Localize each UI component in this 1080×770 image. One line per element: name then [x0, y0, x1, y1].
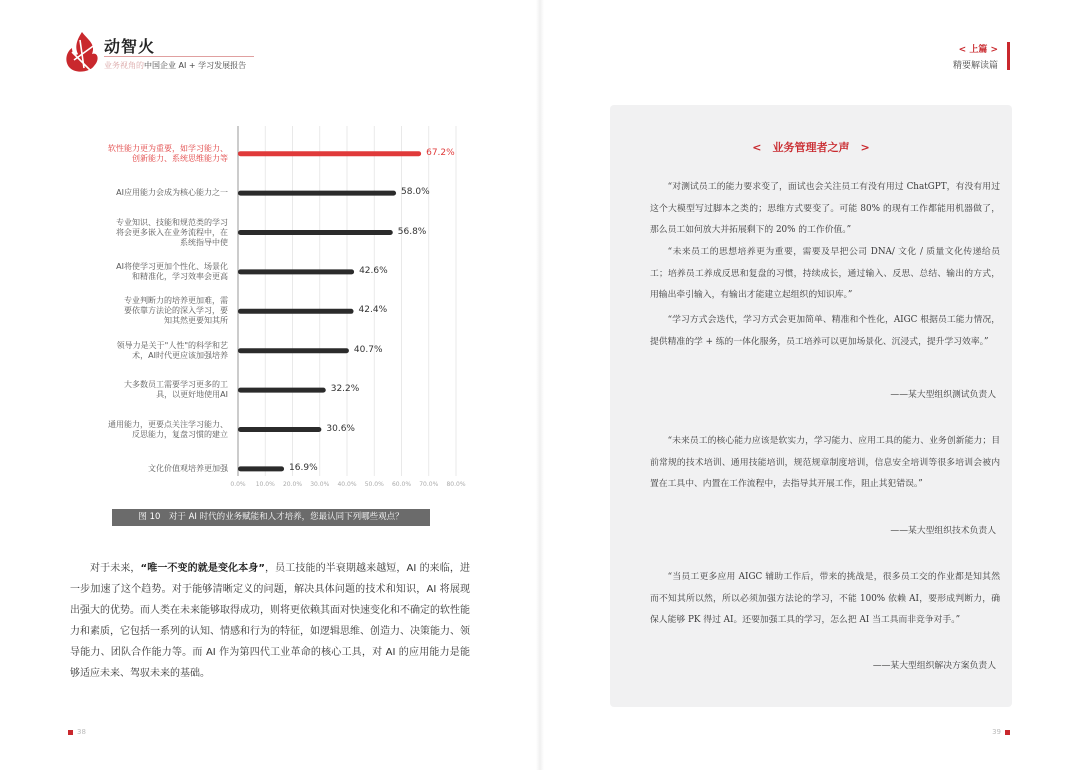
report-subtitle-faint: 业务视角的 [104, 61, 144, 70]
category-label-line: 将会更多嵌入在业务流程中，在 [116, 227, 228, 237]
category-label-line: 具，以更好地使用AI [156, 390, 228, 400]
category-label-line: 通用能力，更要点关注学习能力、 [108, 419, 228, 429]
report-subtitle [104, 60, 246, 71]
category-label-line: 要依靠方法论的深入学习，要 [124, 306, 228, 316]
category-label [74, 464, 228, 474]
category-label-line: 大多数员工需要学习更多的工 [124, 380, 228, 390]
bar-value-label: 30.6% [326, 423, 355, 434]
category-label-line: 软性能力更为重要，如学习能力、 [108, 143, 228, 153]
chart-bar [238, 309, 354, 314]
category-label-line: 术，AI时代更应该加强培养 [132, 350, 228, 360]
bar-value-label: 42.6% [359, 265, 388, 276]
category-label-line: AI将使学习更加个性化、场景化 [116, 261, 228, 271]
quote-4 [650, 431, 1000, 496]
section-header [953, 42, 998, 71]
bar-value-label: 16.9% [289, 462, 318, 473]
quote-2 [650, 242, 1000, 307]
quote-5 [650, 567, 1000, 632]
x-tick-label: 60.0% [391, 481, 412, 488]
bar-chart [74, 126, 474, 496]
category-label-line: 专业判断力的培养更加难，需 [124, 296, 228, 306]
quotes-panel [610, 105, 1012, 707]
quote-4-text: “未来员工的核心能力应该是软实力，学习能力、应用工具的能力、业务创新能力；目前常规的技术培训、通用技能培训，规范规章制度培训，信息安全培训等很多培训会被内置在工具中、内置在工作流程中，去指导其开展工作，阻止其犯错误。” [650, 436, 1000, 490]
report-subtitle-main: 中国企业 AI + 学习发展报告 [144, 61, 247, 70]
x-tick-label: 30.0% [310, 481, 330, 488]
quote-3-text: “学习方式会迭代，学习方式会更加简单、精准和个性化，AIGC 根据员工能力情况，提供精准的学 + 练的一体化服务，员工培养可以更加场景化、沉浸式，提升学习效率。” [650, 315, 1000, 347]
category-label-line: 创新能力、系统思维能力等 [132, 153, 228, 163]
quote-3 [650, 310, 1000, 353]
chart-bar [238, 348, 349, 353]
category-label [74, 420, 228, 440]
page-number-right: 39 [992, 728, 1010, 736]
page-number-left: 38 [68, 728, 86, 736]
chart-bar [238, 269, 354, 274]
category-label [74, 341, 228, 361]
body-text-bold: “唯一不变的就是变化本身” [140, 563, 265, 574]
chart-bar [238, 230, 393, 235]
attribution-1: ——某大型组织测试负责人 [890, 390, 996, 400]
quote-1-text: “对测试员工的能力要求变了，面试也会关注员工有没有用过 ChatGPT，有没有用过这个大模型写过脚本之类的；思维方式要变了。可能 80% 的现有工作都能用机器做了，那么员工如何放大并拓展剩下的 20% 的工作价值。” [650, 182, 1000, 236]
chart-bar [238, 388, 326, 393]
quote-5-text: “当员工更多应用 AIGC 辅助工作后，带来的挑战是，很多员工交的作业都是知其然而不知其所以然，所以必须加强方法论的学习，不能 100% 依赖 AI，要形成判断力，确保人能够 PK 得过 AI。还要加强工具的学习，怎么把 AI 当工具而非竞争对手。” [650, 572, 1000, 626]
section-tag: < 上篇 > [958, 45, 998, 55]
category-label-line: AI应用能力会成为核心能力之一 [116, 188, 228, 198]
quote-2-text: “未来员工的思想培养更为重要，需要及早把公司 DNA/ 文化 / 质量文化传递给员工；培养员工养成反思和复盘的习惯，持续成长，通过输入、反思、总结、输出的方式，用输出牵引输入，有输出才能建立起组织的知识库。” [650, 247, 1000, 301]
category-label-line: 系统指导中使 [180, 237, 228, 247]
section-accent-bar [1007, 42, 1010, 70]
bar-value-label: 32.2% [330, 384, 360, 395]
x-tick-label: 80.0% [446, 481, 466, 488]
chart-bar [238, 191, 396, 196]
category-label-line: 文化价值观培养更加强 [148, 463, 228, 473]
category-label-line: 专业知识、技能和规范类的学习 [116, 217, 228, 227]
quote-1 [650, 177, 1000, 242]
body-text-b: ，员工技能的半衰期越来越短，AI 的来临，进一步加速了这个趋势。对于能够清晰定义的问题，解决具体问题的技术和知识，AI 将展现出强大的优势。而人类在未来能够取得成功，则将更依赖其面对快速变化和不确定的软性能力和素质，它包括一系列的认知、情感和行为的特征，如逻辑思维、创造力、决策能力、领导能力、团队合作能力等。而 AI 作为第四代工业革命的核心工具，对 AI 的应用能力是能够适应未来、驾驭未来的基础。 [70, 563, 471, 679]
x-tick-label: 0.0% [230, 481, 246, 488]
chart-bar [238, 151, 421, 156]
category-label [74, 218, 228, 248]
figure-caption: 图 10 对于 AI 时代的业务赋能和人才培养，您最认同下列哪些观点？ [112, 509, 430, 526]
brand-name: 动智火 [104, 37, 156, 56]
category-label [74, 262, 228, 282]
attribution-3: ——某大型组织解决方案负责人 [872, 661, 996, 671]
bar-value-label: 40.7% [353, 344, 383, 355]
x-tick-label: 70.0% [419, 481, 439, 488]
flame-logo-icon [62, 30, 102, 74]
body-paragraph [70, 558, 470, 684]
chart-bar [238, 466, 284, 471]
x-tick-label: 20.0% [282, 481, 303, 488]
right-page [540, 0, 1080, 770]
bar-value-label: 58.0% [401, 187, 430, 198]
category-label [74, 144, 228, 164]
bar-value-label: 56.8% [397, 226, 427, 237]
category-label [74, 380, 228, 400]
category-label-line: 和精准化，学习效率会更高 [132, 271, 228, 281]
category-label-line: 反思能力，复盘习惯的建立 [132, 429, 228, 439]
bar-value-label: 42.4% [358, 305, 388, 316]
panel-title: < 业务管理者之声 > [752, 141, 870, 154]
x-tick-label: 40.0% [337, 481, 357, 488]
section-title: 精要解读篇 [952, 61, 998, 71]
brand-divider [104, 56, 254, 57]
attribution-2: ——某大型组织技术负责人 [890, 526, 996, 536]
bar-value-label: 67.2% [426, 147, 455, 158]
x-tick-label: 10.0% [255, 481, 275, 488]
x-tick-label: 50.0% [364, 481, 384, 488]
category-label-line: 领导力是关于"人性"的科学和艺 [116, 340, 228, 350]
category-label [74, 296, 228, 326]
body-text-a: 对于未来， [90, 563, 141, 574]
category-label-line: 知其然更要知其所 [164, 316, 228, 326]
category-label [74, 188, 228, 198]
chart-bar [238, 427, 321, 432]
